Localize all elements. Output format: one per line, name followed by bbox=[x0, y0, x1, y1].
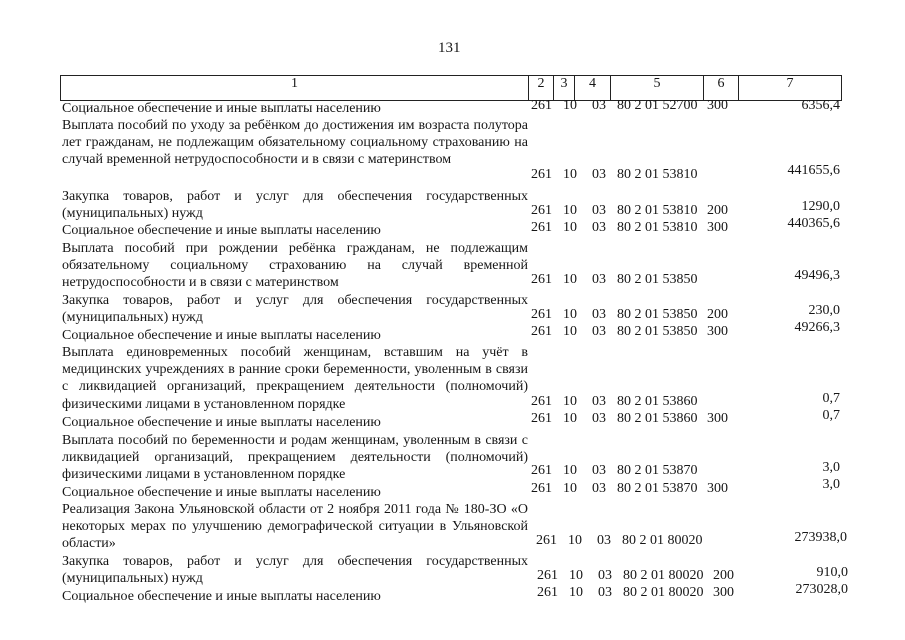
row-1-col5: 80 2 01 52700 bbox=[617, 98, 698, 113]
row-7-col3: 10 bbox=[563, 324, 577, 339]
row-7-col5: 80 2 01 53850 bbox=[617, 324, 698, 339]
row-5-col7: 49496,3 bbox=[794, 268, 840, 283]
row-9-col6: 300 bbox=[707, 411, 728, 426]
row-9-col4: 03 bbox=[592, 411, 606, 426]
row-7-col7: 49266,3 bbox=[794, 320, 840, 335]
row-5-col3: 10 bbox=[563, 272, 577, 287]
row-5-col2: 261 bbox=[531, 272, 552, 287]
row-1-col3: 10 bbox=[563, 98, 577, 113]
row-4-col4: 03 bbox=[592, 220, 606, 235]
row-14-desc: Социальное обеспечение и иные выплаты населению bbox=[62, 589, 381, 604]
row-4-col3: 10 bbox=[563, 220, 577, 235]
header-cell-5: 5 bbox=[610, 75, 704, 101]
row-1-col6: 300 bbox=[707, 98, 728, 113]
row-2-col3: 10 bbox=[563, 167, 577, 182]
row-11-col2: 261 bbox=[531, 481, 552, 496]
row-13-desc: Закупка товаров, работ и услуг для обеспечения государственных (муниципальных) нужд bbox=[62, 554, 528, 587]
row-5-desc: Выплата пособий при рождении ребёнка гражданам, не подлежащим обязательному социальному страхованию на случай временной нетрудоспособности и в связи с материнством bbox=[62, 241, 528, 291]
row-12-col2: 261 bbox=[536, 533, 557, 548]
header-cell-6: 6 bbox=[703, 75, 739, 101]
row-10-desc: Выплата пособий по беременности и родам женщинам, уволенным в связи с ликвидацией организаций, прекращением деятельности (полномочий) физическими лицами в установленном порядке bbox=[62, 433, 528, 483]
row-11-col4: 03 bbox=[592, 481, 606, 496]
row-3-col6: 200 bbox=[707, 203, 728, 218]
row-13-col2: 261 bbox=[537, 568, 558, 583]
row-6-col3: 10 bbox=[563, 307, 577, 322]
page-number: 131 bbox=[438, 40, 461, 56]
row-3-col4: 03 bbox=[592, 203, 606, 218]
row-12-col4: 03 bbox=[597, 533, 611, 548]
row-12-desc: Реализация Закона Ульяновской области от 2 ноября 2011 года № 180-ЗО «О некоторых мерах по улучшению демографической ситуации в Ульяновской области» bbox=[62, 502, 528, 552]
row-14-col3: 10 bbox=[569, 585, 583, 600]
row-8-desc: Выплата единовременных пособий женщинам, вставшим на учёт в медицинских учреждениях в ранние сроки беременности, уволенным в связи с ликвидацией организаций, прекращением деятельности (полномочий) физическими лицами в установленном порядке bbox=[62, 345, 528, 412]
row-1-col7: 6356,4 bbox=[801, 98, 840, 113]
row-7-desc: Социальное обеспечение и иные выплаты населению bbox=[62, 328, 381, 343]
row-13-col4: 03 bbox=[598, 568, 612, 583]
row-1-desc: Социальное обеспечение и иные выплаты населению bbox=[62, 101, 381, 116]
row-8-col4: 03 bbox=[592, 394, 606, 409]
header-cell-3: 3 bbox=[553, 75, 575, 101]
row-11-col3: 10 bbox=[563, 481, 577, 496]
row-6-col2: 261 bbox=[531, 307, 552, 322]
row-8-col2: 261 bbox=[531, 394, 552, 409]
header-cell-7: 7 bbox=[738, 75, 842, 101]
row-11-col5: 80 2 01 53870 bbox=[617, 481, 698, 496]
row-12-col3: 10 bbox=[568, 533, 582, 548]
row-13-col3: 10 bbox=[569, 568, 583, 583]
row-4-col2: 261 bbox=[531, 220, 552, 235]
row-13-col6: 200 bbox=[713, 568, 734, 583]
row-14-col7: 273028,0 bbox=[795, 582, 848, 597]
row-10-col7: 3,0 bbox=[822, 460, 840, 475]
row-9-col5: 80 2 01 53860 bbox=[617, 411, 698, 426]
row-8-col3: 10 bbox=[563, 394, 577, 409]
row-10-col3: 10 bbox=[563, 463, 577, 478]
row-10-col2: 261 bbox=[531, 463, 552, 478]
row-3-col5: 80 2 01 53810 bbox=[617, 203, 698, 218]
row-12-col5: 80 2 01 80020 bbox=[622, 533, 703, 548]
row-6-col4: 03 bbox=[592, 307, 606, 322]
header-cell-1: 1 bbox=[60, 75, 529, 101]
row-8-col7: 0,7 bbox=[822, 391, 840, 406]
row-2-col5: 80 2 01 53810 bbox=[617, 167, 698, 182]
row-3-desc: Закупка товаров, работ и услуг для обеспечения государственных (муниципальных) нужд bbox=[62, 189, 528, 222]
row-3-col2: 261 bbox=[531, 203, 552, 218]
row-13-col5: 80 2 01 80020 bbox=[623, 568, 704, 583]
row-11-col6: 300 bbox=[707, 481, 728, 496]
row-9-col7: 0,7 bbox=[822, 408, 840, 423]
row-11-col7: 3,0 bbox=[822, 477, 840, 492]
row-4-col6: 300 bbox=[707, 220, 728, 235]
row-4-desc: Социальное обеспечение и иные выплаты населению bbox=[62, 223, 381, 238]
row-10-col5: 80 2 01 53870 bbox=[617, 463, 698, 478]
row-12-col7: 273938,0 bbox=[794, 530, 847, 545]
row-6-desc: Закупка товаров, работ и услуг для обеспечения государственных (муниципальных) нужд bbox=[62, 293, 528, 326]
row-14-col5: 80 2 01 80020 bbox=[623, 585, 704, 600]
row-3-col7: 1290,0 bbox=[801, 199, 840, 214]
header-cell-4: 4 bbox=[574, 75, 611, 101]
row-7-col6: 300 bbox=[707, 324, 728, 339]
row-7-col2: 261 bbox=[531, 324, 552, 339]
row-10-col4: 03 bbox=[592, 463, 606, 478]
row-9-col3: 10 bbox=[563, 411, 577, 426]
row-2-col7: 441655,6 bbox=[787, 163, 840, 178]
row-9-desc: Социальное обеспечение и иные выплаты населению bbox=[62, 415, 381, 430]
row-4-col5: 80 2 01 53810 bbox=[617, 220, 698, 235]
row-9-col2: 261 bbox=[531, 411, 552, 426]
row-1-col4: 03 bbox=[592, 98, 606, 113]
row-5-col4: 03 bbox=[592, 272, 606, 287]
row-1-col2: 261 bbox=[531, 98, 552, 113]
row-8-col5: 80 2 01 53860 bbox=[617, 394, 698, 409]
row-14-col4: 03 bbox=[598, 585, 612, 600]
header-cell-2: 2 bbox=[528, 75, 554, 101]
row-6-col7: 230,0 bbox=[808, 303, 840, 318]
row-2-desc: Выплата пособий по уходу за ребёнком до достижения им возраста полутора лет гражданам, не подлежащим обязательному социальному страхованию на случай временной нетрудоспособности и в связи с материнством bbox=[62, 118, 528, 168]
row-2-col2: 261 bbox=[531, 167, 552, 182]
row-6-col6: 200 bbox=[707, 307, 728, 322]
row-6-col5: 80 2 01 53850 bbox=[617, 307, 698, 322]
row-13-col7: 910,0 bbox=[816, 565, 848, 580]
row-14-col6: 300 bbox=[713, 585, 734, 600]
row-4-col7: 440365,6 bbox=[787, 216, 840, 231]
row-2-col4: 03 bbox=[592, 167, 606, 182]
row-5-col5: 80 2 01 53850 bbox=[617, 272, 698, 287]
row-7-col4: 03 bbox=[592, 324, 606, 339]
row-14-col2: 261 bbox=[537, 585, 558, 600]
row-11-desc: Социальное обеспечение и иные выплаты населению bbox=[62, 485, 381, 500]
row-3-col3: 10 bbox=[563, 203, 577, 218]
